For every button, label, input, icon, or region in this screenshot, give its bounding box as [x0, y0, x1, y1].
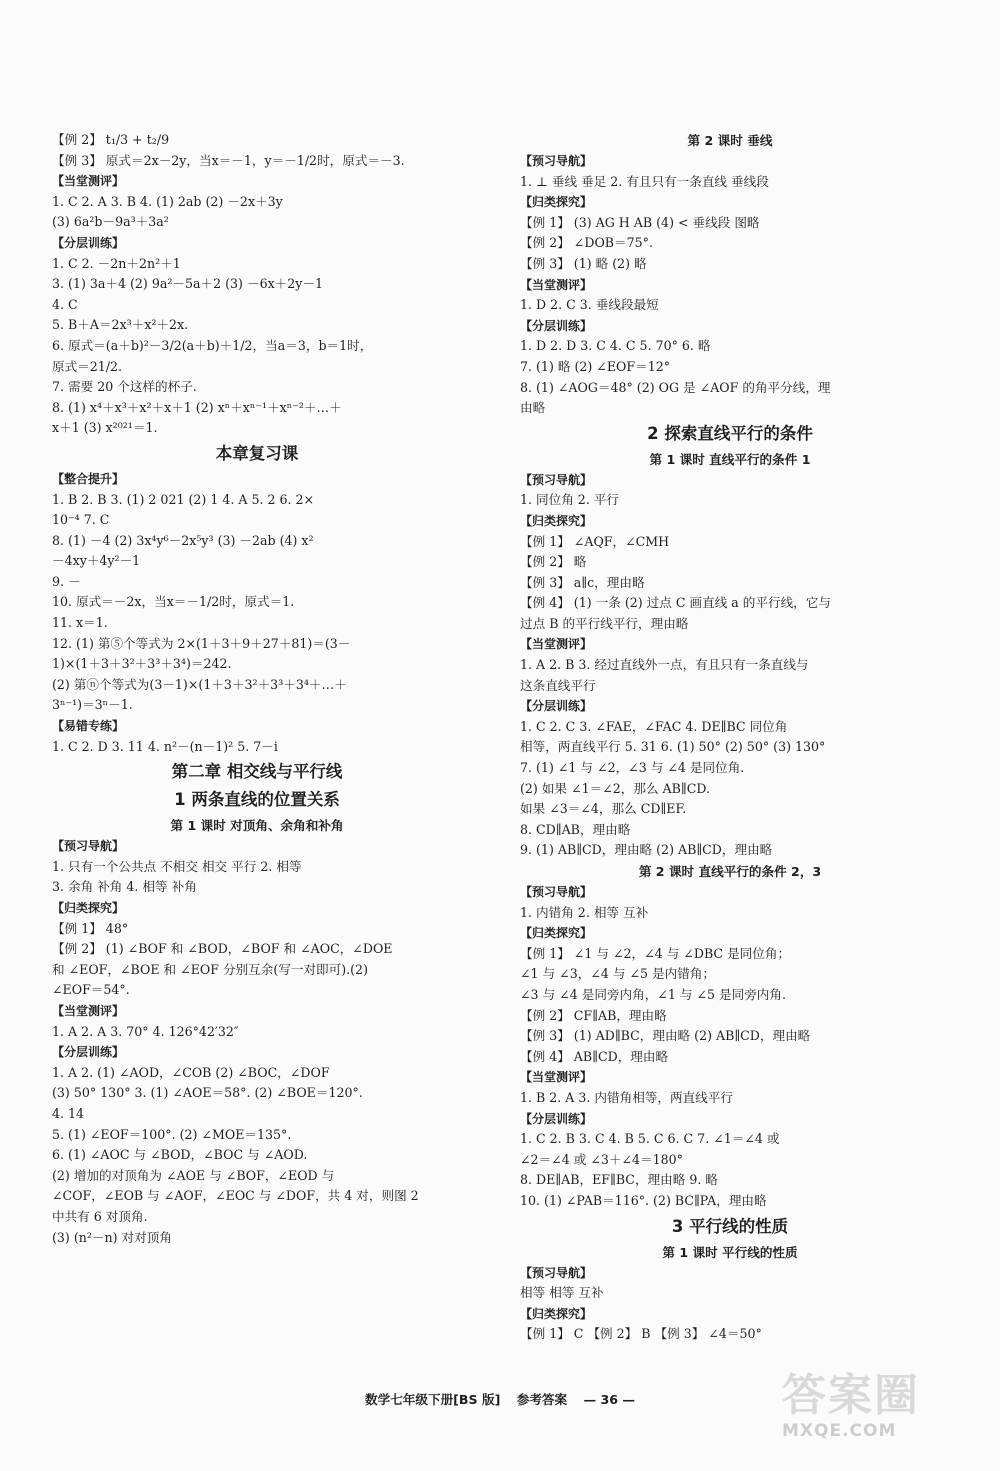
answer-line: 3. 余角 补角 4. 相等 补角 — [52, 879, 197, 895]
watermark-text: 答案圈 — [782, 1370, 920, 1421]
subsection-label: 【归类探究】 — [520, 926, 593, 941]
watermark-url: MXQE.COM — [782, 1421, 897, 1441]
answer-line: 1. 只有一个公共点 不相交 相交 平行 2. 相等 — [52, 858, 302, 874]
answer-line: 【例 2】 ∠DOB＝75°. — [520, 235, 653, 251]
answer-line: 1. C 2. －2n＋2n²＋1 — [52, 255, 181, 271]
subsection-label: 【分层训练】 — [520, 318, 593, 333]
answer-line: 4. C — [52, 296, 78, 312]
subsection-label: 【预习导航】 — [52, 839, 125, 854]
answer-line: 【例 1】 (3) AG H AB (4) < 垂线段 图略 — [520, 214, 760, 230]
subsection-label: 【分层训练】 — [520, 699, 593, 714]
answer-line: 7. 需要 20 个这样的杯子. — [52, 379, 197, 395]
answer-line: 10. 原式＝－2x，当x＝－1/2时，原式＝1. — [52, 594, 295, 610]
answer-line: 【例 3】 (1) 略 (2) 略 — [520, 255, 647, 271]
answer-line: 1. A 2. (1) ∠AOD，∠COB (2) ∠BOC，∠DOF — [52, 1064, 330, 1080]
answer-line: 1. A 2. B 3. 经过直线外一点，有且只有一条直线与 — [520, 657, 809, 673]
lesson-heading: 第 1 课时 直线平行的条件 1 — [649, 451, 811, 467]
answer-line: 【例 1】 ∠1 与 ∠2，∠4 与 ∠DBC 是同位角； — [520, 945, 791, 961]
answer-line: 过点 B 的平行线平行，理由略 — [520, 615, 689, 631]
answer-line: 8. (1) －4 (2) 3x⁴y⁶－2x⁵y³ (3) －2ab (4) x² — [52, 532, 314, 548]
answer-line: (2) 如果 ∠1＝∠2，那么 AB∥CD. — [520, 780, 710, 796]
right-column — [520, 130, 940, 1345]
answer-line: 1. C 2. D 3. 11 4. n²－(n－1)² 5. 7－i — [52, 738, 278, 754]
subsection-label: 【预习导航】 — [520, 1265, 593, 1280]
answer-line: 【例 2】 略 — [520, 554, 587, 570]
answer-line: 6. 原式＝(a＋b)²－3/2(a＋b)＋1/2，当a＝3，b＝1时， — [52, 337, 373, 353]
subsection-label: 【归类探究】 — [520, 195, 593, 210]
section-heading: 1 两条直线的位置关系 — [174, 790, 340, 810]
subsection-label: 【归类探究】 — [520, 513, 593, 528]
footer-page-number: — 36 — — [583, 1392, 635, 1407]
answer-line: 9. － — [52, 573, 81, 589]
answer-line: (3) 6a²b－9a³＋3a² — [52, 214, 169, 230]
answer-line: 1. 内错角 2. 相等 互补 — [520, 904, 649, 920]
answer-line: 1. B 2. B 3. (1) 2 021 (2) 1 4. A 5. 2 6. 2× — [52, 491, 315, 507]
subsection-label: 【当堂测评】 — [52, 174, 125, 189]
answer-line: 1. B 2. A 3. 内错角相等，两直线平行 — [520, 1089, 733, 1105]
answer-line: 【例 2】 t₁/3 + t₂/9 — [52, 132, 170, 147]
answer-line: ∠COF，∠EOB 与 ∠AOF，∠EOC 与 ∠DOF，共 4 对，则图 2 — [52, 1188, 419, 1204]
answer-line: 【例 3】 原式＝2x－2y，当x＝－1，y＝－1/2时，原式＝－3. — [52, 152, 405, 168]
answer-line: 12. (1) 第⑤个等式为 2×(1＋3＋9＋27＋81)＝(3－ — [52, 635, 351, 651]
answer-line: 3ⁿ⁻¹)＝3ⁿ－1. — [52, 697, 133, 713]
section-heading: 第二章 相交线与平行线 — [171, 762, 343, 782]
answer-line: 中共有 6 对顶角. — [52, 1208, 148, 1224]
answer-line: 和 ∠EOF，∠BOE 和 ∠EOF 分别互余(写一对即可).(2) — [52, 961, 368, 977]
subsection-label: 【分层训练】 — [52, 235, 125, 250]
answer-line: 1. A 2. A 3. 70° 4. 126°42′32″ — [52, 1023, 239, 1039]
answer-line: (2) 增加的对顶角为 ∠AOE 与 ∠BOF，∠EOD 与 — [52, 1167, 335, 1183]
answer-line: 8. (1) x⁴＋x³＋x²＋x＋1 (2) xⁿ＋xⁿ⁻¹＋xⁿ⁻²＋…＋ — [52, 399, 342, 415]
section-heading: 本章复习课 — [215, 443, 299, 463]
answer-line: 10. (1) ∠PAB＝116°. (2) BC∥PA，理由略 — [520, 1192, 767, 1208]
answer-line: 8. DE∥AB，EF∥BC，理由略 9. 略 — [520, 1172, 718, 1188]
answer-line: 7. (1) 略 (2) ∠EOF＝12° — [520, 358, 671, 374]
section-heading: 2 探索直线平行的条件 — [647, 423, 813, 443]
answer-line: 1. 同位角 2. 平行 — [520, 492, 620, 508]
answer-line: 1. C 2. A 3. B 4. (1) 2ab (2) －2x＋3y — [52, 193, 283, 209]
footer-book-title: 数学七年级下册[BS 版] — [365, 1392, 501, 1407]
answer-line: 4. 14 — [52, 1105, 85, 1121]
answer-line: 【例 1】 C 【例 2】 B 【例 3】 ∠4＝50° — [520, 1326, 762, 1342]
answer-line: －4xy＋4y²－1 — [52, 553, 141, 569]
answer-line: 8. (1) ∠AOG＝48° (2) OG 是 ∠AOF 的角平分线，理 — [520, 379, 831, 395]
subsection-label: 【整合提升】 — [52, 471, 125, 486]
answer-line: (3) 50° 130° 3. (1) ∠AOE＝58°. (2) ∠BOE＝120°. — [52, 1085, 363, 1101]
answer-line: 【例 4】 AB∥CD，理由略 — [520, 1048, 669, 1064]
answer-line: 这条直线平行 — [520, 677, 596, 693]
subsection-label: 【当堂测评】 — [52, 1003, 125, 1018]
answer-line: 8. CD∥AB，理由略 — [520, 821, 631, 837]
subsection-label: 【分层训练】 — [520, 1111, 593, 1126]
section-heading: 3 平行线的性质 — [671, 1216, 789, 1236]
answer-line: 【例 1】 48° — [52, 920, 129, 936]
subsection-label: 【易错专练】 — [52, 719, 125, 734]
answer-line: 3. (1) 3a＋4 (2) 9a²－5a＋2 (3) －6x＋2y－1 — [52, 276, 324, 292]
answer-line: 5. (1) ∠EOF＝100°. (2) ∠MOE＝135°. — [52, 1126, 292, 1142]
answer-line: (3) (n²－n) 对对顶角 — [52, 1229, 172, 1245]
answer-line: 9. (1) AB∥CD，理由略 (2) AB∥CD，理由略 — [520, 842, 773, 858]
subsection-label: 【归类探究】 — [52, 901, 125, 915]
answer-line: ∠3 与 ∠4 是同旁内角，∠1 与 ∠5 是同旁内角. — [520, 986, 786, 1002]
left-column — [52, 130, 462, 1248]
subsection-label: 【当堂测评】 — [520, 1070, 593, 1085]
answer-line: 10⁻⁴ 7. C — [52, 512, 110, 528]
answer-line: 【例 1】 ∠AQF，∠CMH — [520, 533, 670, 549]
answer-line: 11. x＝1. — [52, 615, 108, 631]
answer-line: 5. B＋A＝2x³＋x²＋2x. — [52, 317, 189, 333]
subsection-label: 【归类探究】 — [520, 1306, 593, 1321]
answer-line: 相等 相等 互补 — [520, 1285, 604, 1301]
answer-line: 如果 ∠3＝∠4，那么 CD∥EF. — [520, 801, 687, 817]
subsection-label: 【预习导航】 — [520, 154, 593, 168]
subsection-label: 【分层训练】 — [52, 1045, 125, 1060]
footer-section: 参考答案 — [516, 1392, 568, 1407]
answer-line: 【例 2】 (1) ∠BOF 和 ∠BOD，∠BOF 和 ∠AOC，∠DOE — [52, 941, 393, 957]
lesson-heading: 第 2 课时 垂线 — [687, 133, 773, 148]
answer-line: 原式＝21/2. — [52, 358, 123, 374]
answer-line: 【例 3】 (1) AD∥BC，理由略 (2) AB∥CD，理由略 — [520, 1028, 811, 1044]
lesson-heading: 第 2 课时 直线平行的条件 2，3 — [638, 864, 822, 879]
lesson-heading: 第 1 课时 平行线的性质 — [662, 1244, 798, 1260]
answer-line: 【例 3】 a∥c，理由略 — [520, 574, 645, 590]
answer-line: 1. C 2. B 3. C 4. B 5. C 6. C 7. ∠1＝∠4 或 — [520, 1131, 780, 1147]
answer-line: 1. C 2. C 3. ∠FAE，∠FAC 4. DE∥BC 同位角 — [520, 718, 788, 734]
subsection-label: 【当堂测评】 — [520, 277, 593, 292]
answer-line: 1. ⊥ 垂线 垂足 2. 有且只有一条直线 垂线段 — [520, 173, 769, 189]
answer-line: 1. D 2. D 3. C 4. C 5. 70° 6. 略 — [520, 338, 711, 354]
answer-line: (2) 第ⓝ个等式为(3－1)×(1＋3＋3²＋3³＋3⁴＋…＋ — [52, 676, 347, 692]
answer-line: 【例 2】 CF∥AB，理由略 — [520, 1007, 667, 1023]
answer-line: 相等，两直线平行 5. 31 6. (1) 50° (2) 50° (3) 130° — [520, 739, 826, 755]
answer-line: ∠2＝∠4 或 ∠3＋∠4＝180° — [520, 1151, 683, 1167]
answer-line: 【例 4】 (1) 一条 (2) 过点 C 画直线 a 的平行线，它与 — [520, 595, 831, 611]
answer-line: ∠1 与 ∠3，∠4 与 ∠5 是内错角； — [520, 966, 716, 982]
subsection-label: 【预习导航】 — [520, 885, 593, 899]
answer-line: ∠EOF＝54°. — [52, 982, 130, 998]
answer-line: 1. D 2. C 3. 垂线段最短 — [520, 297, 659, 313]
answer-line: 6. (1) ∠AOC 与 ∠BOD，∠BOC 与 ∠AOD. — [52, 1147, 308, 1163]
answer-line: x＋1 (3) x²⁰²¹＝1. — [52, 420, 158, 436]
watermark-logo — [782, 1371, 972, 1453]
subsection-label: 【预习导航】 — [520, 472, 593, 487]
subsection-label: 【当堂测评】 — [520, 637, 593, 652]
answer-line: 由略 — [520, 400, 546, 416]
answer-line: 1)×(1＋3＋3²＋3³＋3⁴)＝242. — [52, 656, 232, 672]
answer-line: 7. (1) ∠1 与 ∠2，∠3 与 ∠4 是同位角. — [520, 760, 745, 776]
lesson-heading: 第 1 课时 对顶角、余角和补角 — [170, 818, 344, 834]
